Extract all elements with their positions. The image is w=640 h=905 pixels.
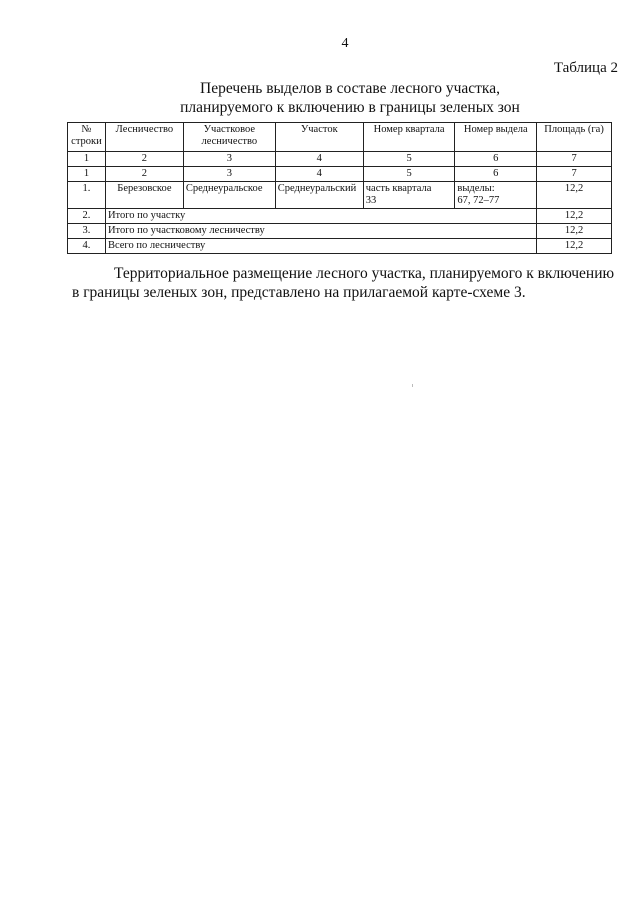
table-label: Таблица 2 <box>553 60 618 76</box>
row-number: 2. <box>68 209 106 224</box>
table-title <box>0 79 640 117</box>
summary-row <box>68 209 612 224</box>
title-line-1: Перечень выделов в составе лесного участка, <box>200 80 500 97</box>
row-number: 3. <box>68 224 106 239</box>
paragraph-line-2: в границы зеленых зон, представлено на прилагаемой карте-схеме 3. <box>72 284 526 301</box>
uchastok-cell: Среднеуральский <box>275 182 363 209</box>
summary-row <box>68 224 612 239</box>
header-area: Площадь (га) <box>537 123 612 152</box>
index-cell: 2 <box>105 167 183 182</box>
placement-paragraph <box>72 264 615 302</box>
header-row-number: № строки <box>68 123 106 152</box>
summary-label: Итого по участку <box>105 209 536 224</box>
kvartal-cell <box>363 182 455 209</box>
kvartal-line-1: часть квартала <box>365 183 432 194</box>
area-cell: 12,2 <box>537 182 612 209</box>
vydel-line-2: 67, 72–77 <box>457 195 500 206</box>
index-row <box>68 152 612 167</box>
summary-label: Итого по участковому лесничеству <box>105 224 536 239</box>
summary-row <box>68 239 612 254</box>
index-cell: 7 <box>537 167 612 182</box>
index-cell: 5 <box>363 167 455 182</box>
area-cell: 12,2 <box>537 209 612 224</box>
index-cell: 1 <box>68 152 106 167</box>
header-vydel: Номер выдела <box>455 123 537 152</box>
title-line-2: планируемого к включению в границы зеленых зон <box>180 99 520 116</box>
header-uchastok: Участок <box>275 123 363 152</box>
index-cell: 2 <box>105 152 183 167</box>
index-cell: 3 <box>183 152 275 167</box>
vydel-line-1: выделы: <box>457 183 495 194</box>
scan-speck <box>412 384 413 387</box>
index-row <box>68 167 612 182</box>
index-cell: 5 <box>363 152 455 167</box>
table-header-row <box>68 123 612 152</box>
index-cell: 6 <box>455 152 537 167</box>
index-cell: 6 <box>455 167 537 182</box>
paragraph-line-1: Территориальное размещение лесного участка, планируемого к включению <box>114 265 615 282</box>
row-number: 4. <box>68 239 106 254</box>
area-cell: 12,2 <box>537 239 612 254</box>
lesnichestvo-cell: Березовское <box>105 182 183 209</box>
header-lesnichestvo: Лесничество <box>105 123 183 152</box>
area-cell: 12,2 <box>537 224 612 239</box>
row-number: 1. <box>68 182 106 209</box>
index-cell: 1 <box>68 167 106 182</box>
index-cell: 7 <box>537 152 612 167</box>
summary-label: Всего по лесничеству <box>105 239 536 254</box>
page-number: 4 <box>341 36 349 51</box>
index-cell: 4 <box>275 167 363 182</box>
index-cell: 4 <box>275 152 363 167</box>
header-uch-lesnichestvo: Участковое лесничество <box>183 123 275 152</box>
allotment-table <box>67 122 612 254</box>
index-cell: 3 <box>183 167 275 182</box>
kvartal-line-2: 33 <box>365 195 377 206</box>
vydel-cell <box>455 182 537 209</box>
uch-lesnichestvo-cell: Среднеуральское <box>183 182 275 209</box>
header-kvartal: Номер квартала <box>363 123 455 152</box>
data-row <box>68 182 612 209</box>
